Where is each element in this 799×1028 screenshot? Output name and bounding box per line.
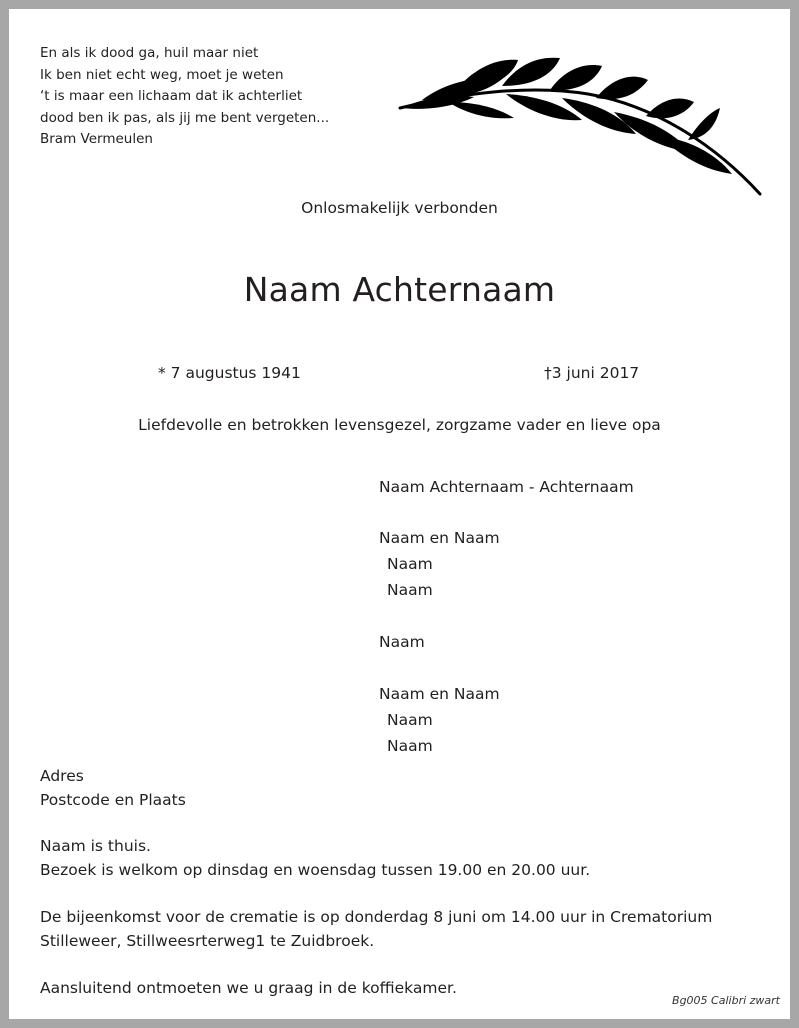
address-line: Adres [40,767,84,785]
relative-child: Naam [387,737,433,755]
poem-line: Ik ben niet echt weg, moet je weten [40,66,284,83]
relative-couple: Naam en Naam [379,685,500,703]
ceremony-line: De bijeenkomst voor de crematie is op donderdag 8 juni om 14.00 uur in Crematorium [40,908,713,926]
relative-couple: Naam en Naam [379,529,500,547]
visit-hours: Bezoek is welkom op dinsdag en woensdag tussen 19.00 en 20.00 uur. [40,861,591,879]
motto: Onlosmakelijk verbonden [301,199,498,217]
tagline: Liefdevolle en betrokken levensgezel, zorgzame vader en lieve opa [138,416,661,434]
birth-date: * 7 augustus 1941 [158,364,301,382]
relative-single: Naam [379,633,425,651]
relative-partner: Naam Achternaam - Achternaam [379,478,634,496]
death-date: †3 juni 2017 [544,364,640,382]
template-code: Bg005 Calibri zwart [672,994,780,1007]
relative-child: Naam [387,555,433,573]
deceased-name: Naam Achternaam [243,270,556,309]
poem-author: Bram Vermeulen [40,131,153,148]
postcode-line: Postcode en Plaats [40,791,186,809]
closing-note: Aansluitend ontmoeten we u graag in de koffiekamer. [40,979,457,997]
poem-line: ‘t is maar een lichaam dat ik achterliet [40,88,303,105]
palm-branch-icon [398,56,762,196]
relative-child: Naam [387,711,433,729]
poem [40,43,329,151]
visit-note: Naam is thuis. [40,837,151,855]
ceremony-location: Stilleweer, Stillweesrterweg1 te Zuidbroek. [40,932,375,950]
poem-line: dood ben ik pas, als jij me bent vergeten... [40,109,330,126]
poem-line: En als ik dood ga, huil maar niet [40,45,259,61]
relative-child: Naam [387,581,433,599]
